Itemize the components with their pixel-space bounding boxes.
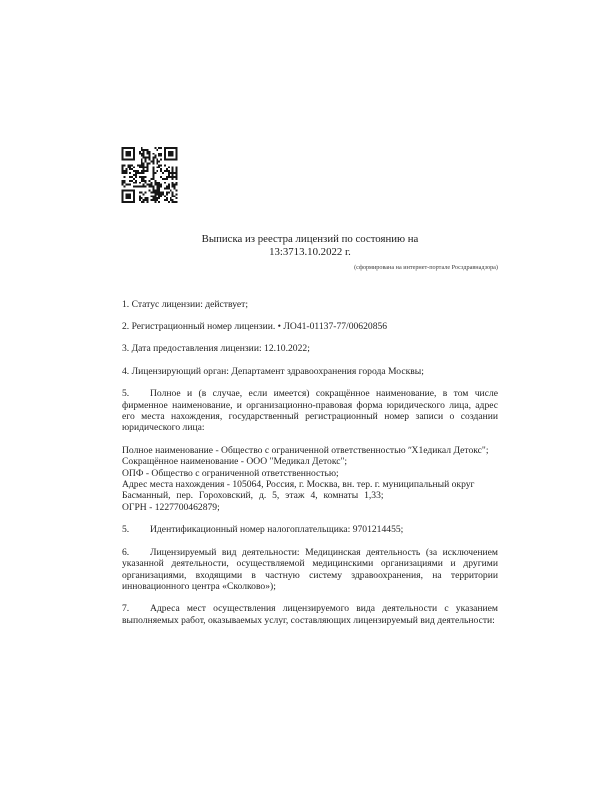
organization-details [122,445,498,513]
generation-note: (сформирована на интернет-портале Росздравнадзора) [354,263,498,271]
paragraph-text: Лицензируемый вид деятельности: Медицинская деятельность (за исключением указанной деятельности, осуществляемой медицинскими организациями и другими организациями, входящими в частную систему здравоохранения, на территории инновационного центра «Сколково»); [122,546,498,592]
paragraph-5-org-info [122,388,498,434]
org-legal-form: ОПФ - Общество с ограниченной ответственностью; [122,467,339,479]
org-full-name: Полное наименование - Общество с ограниченной ответственностью ʺХ1едикал Детокс"; [122,444,489,456]
document-body [122,0,498,637]
org-address-line-2: Басманный, пер. Гороховский, д. 5, этаж 4, комнаты 1,33; [122,490,384,502]
paragraph-7-addresses [122,603,498,626]
paragraph-text: Полное и (в случае, если имеется) сокращённое наименование, в том числе фирменное наименование, и организационно-правовая форма юридического лица, адрес его места нахождения, государственный регистрационный номер записи о создании юридического лица: [122,388,498,434]
field-grant-date: 3. Дата предоставления лицензии: 12.10.2022; [122,343,310,355]
paragraph-6-activity [122,547,498,593]
paragraph-number: 7. [122,603,130,615]
field-license-status: 1. Статус лицензии: действует; [122,298,248,310]
org-ogrn: ОГРН - 1227700462879; [122,501,220,513]
paragraph-number: 5. [122,388,130,400]
org-short-name: Сокращённое наименование - ООО "Медикал Детокс"; [122,456,348,468]
paragraph-text: Адреса мест осуществления лицензируемого вида деятельности с указанием выполняемых работ, оказываемых услуг, составляющих лицензируемый вид деятельности: [122,603,498,626]
document-title [122,233,498,259]
paragraph-text: Идентификационный номер налогоплательщика: 9701214455; [150,524,404,536]
title-line-2: 13:3713.10.2022 г. [269,245,351,258]
title-line-1: Выписка из реестра лицензий по состоянию на [201,233,419,245]
org-address-line-1: Адрес места нахождения - 105064, Россия, г. Москва, вн. тер. г. муниципальный округ [122,479,475,491]
field-registration-number: 2. Регистрационный номер лицензии. • ЛО41-01137-77/00620856 [122,321,388,332]
paragraph-number: 6. [122,546,130,558]
paragraph-5-inn [122,524,498,535]
paragraph-number: 5. [122,524,130,536]
field-licensing-authority: 4. Лицензирующий орган: Департамент здравоохранения города Москвы; [122,365,424,377]
license-fields [122,299,498,378]
